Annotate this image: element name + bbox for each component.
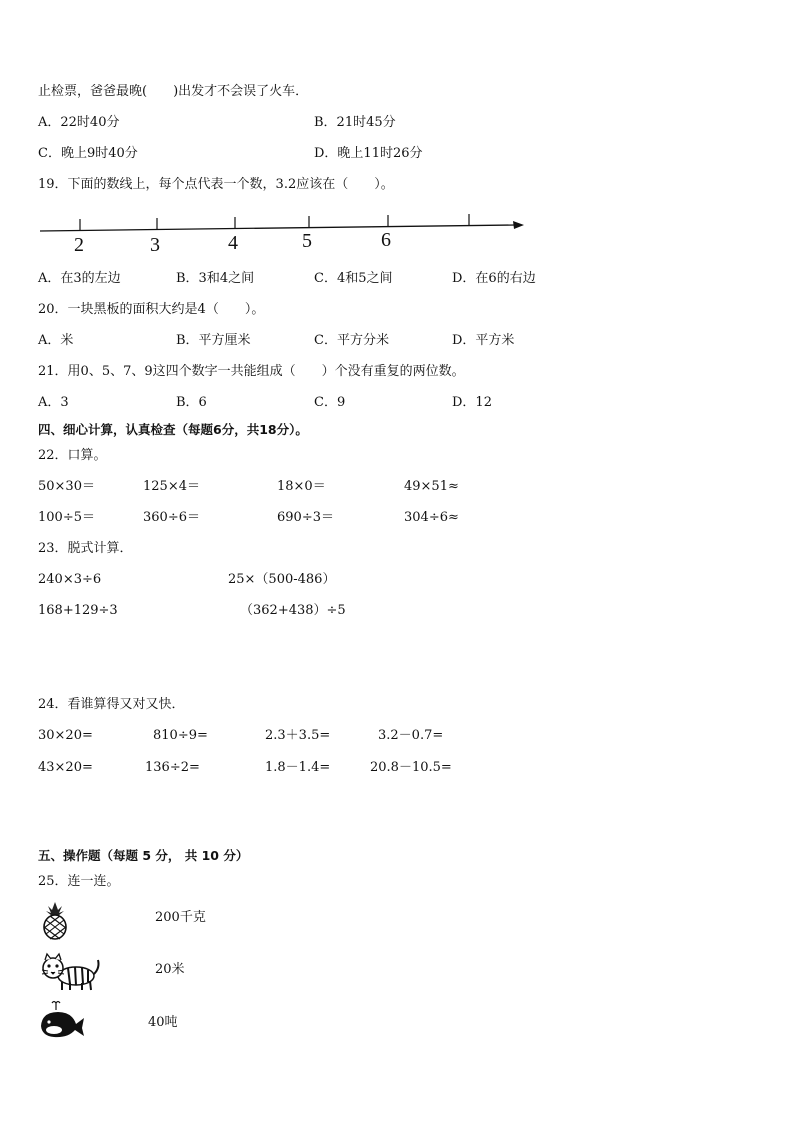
q18-option-b: B．21时45分 bbox=[314, 115, 396, 130]
whale-icon bbox=[38, 1000, 86, 1040]
q18-stem-tail: 止检票，爸爸最晚( )出发才不会误了火车． bbox=[38, 84, 309, 99]
section-5-title: 五、操作题（每题 5 分， 共 10 分） bbox=[38, 848, 249, 863]
q21-stem: 21．用0、5、7、9这四个数字一共能组成（ ）个没有重复的两位数。 bbox=[38, 364, 465, 379]
q18-option-a: A．22时40分 bbox=[38, 115, 120, 130]
q20-option-d: D．平方米 bbox=[452, 333, 515, 348]
q25-label: 20米 bbox=[155, 962, 185, 977]
pineapple-icon bbox=[38, 900, 72, 940]
q24-item: 30×20= bbox=[38, 728, 93, 743]
number-line-axis bbox=[40, 225, 515, 231]
q20-stem: 20．一块黑板的面积大约是4（ ）。 bbox=[38, 302, 265, 317]
q19-option-a: A．在3的左边 bbox=[38, 271, 121, 286]
q25-label: 200千克 bbox=[155, 910, 206, 925]
q23-item: 25×（500-486） bbox=[228, 572, 336, 587]
tiger-icon bbox=[38, 950, 102, 992]
q21-option-b: B．6 bbox=[176, 395, 207, 410]
q22-item: 360÷6＝ bbox=[143, 510, 200, 525]
q18-option-d: D．晚上11时26分 bbox=[314, 146, 423, 161]
q22-item: 50×30＝ bbox=[38, 479, 95, 494]
number-line-label: 2 bbox=[74, 234, 84, 256]
q20-option-c: C．平方分米 bbox=[314, 333, 389, 348]
q19-option-d: D．在6的右边 bbox=[452, 271, 536, 286]
q25-stem: 25．连一连。 bbox=[38, 874, 120, 889]
q23-item: 240×3÷6 bbox=[38, 572, 102, 587]
q24-item: 20.8－10.5= bbox=[370, 760, 452, 775]
q24-item: 3.2－0.7= bbox=[378, 728, 444, 743]
q23-item: （362+438）÷5 bbox=[240, 603, 346, 618]
q24-item: 136÷2= bbox=[145, 760, 200, 775]
q23-item: 168+129÷3 bbox=[38, 603, 118, 618]
number-line-arrow bbox=[513, 221, 524, 229]
q20-option-b: B．平方厘米 bbox=[176, 333, 251, 348]
q19-option-b: B．3和4之间 bbox=[176, 271, 255, 286]
q22-item: 100÷5＝ bbox=[38, 510, 95, 525]
number-line-label: 3 bbox=[150, 234, 160, 256]
q21-option-d: D．12 bbox=[452, 395, 492, 410]
section-4-title: 四、细心计算，认真检查（每题6分，共18分）。 bbox=[38, 422, 308, 437]
q24-item: 810÷9= bbox=[153, 728, 208, 743]
q19-option-c: C．4和5之间 bbox=[314, 271, 393, 286]
q24-stem: 24．看谁算得又对又快． bbox=[38, 697, 185, 712]
q22-item: 690÷3＝ bbox=[277, 510, 334, 525]
q19-stem: 19．下面的数线上，每个点代表一个数，3.2应该在（ ）。 bbox=[38, 177, 394, 192]
q24-item: 1.8－1.4= bbox=[265, 760, 331, 775]
q25-label: 40吨 bbox=[148, 1015, 178, 1030]
q23-stem: 23．脱式计算． bbox=[38, 541, 133, 556]
q22-item: 18×0＝ bbox=[277, 479, 326, 494]
q20-option-a: A．米 bbox=[38, 333, 74, 348]
q24-item: 2.3＋3.5= bbox=[265, 728, 331, 743]
number-line-label: 4 bbox=[228, 232, 238, 254]
number-line-label: 5 bbox=[302, 230, 312, 252]
q21-option-a: A．3 bbox=[38, 395, 69, 410]
q18-option-c: C．晚上9时40分 bbox=[38, 146, 138, 161]
q22-item: 125×4＝ bbox=[143, 479, 200, 494]
q22-item: 304÷6≈ bbox=[404, 510, 459, 525]
number-line-label: 6 bbox=[381, 229, 391, 251]
q24-item: 43×20= bbox=[38, 760, 93, 775]
q22-item: 49×51≈ bbox=[404, 479, 459, 494]
q21-option-c: C．9 bbox=[314, 395, 346, 410]
q22-stem: 22．口算。 bbox=[38, 448, 107, 463]
